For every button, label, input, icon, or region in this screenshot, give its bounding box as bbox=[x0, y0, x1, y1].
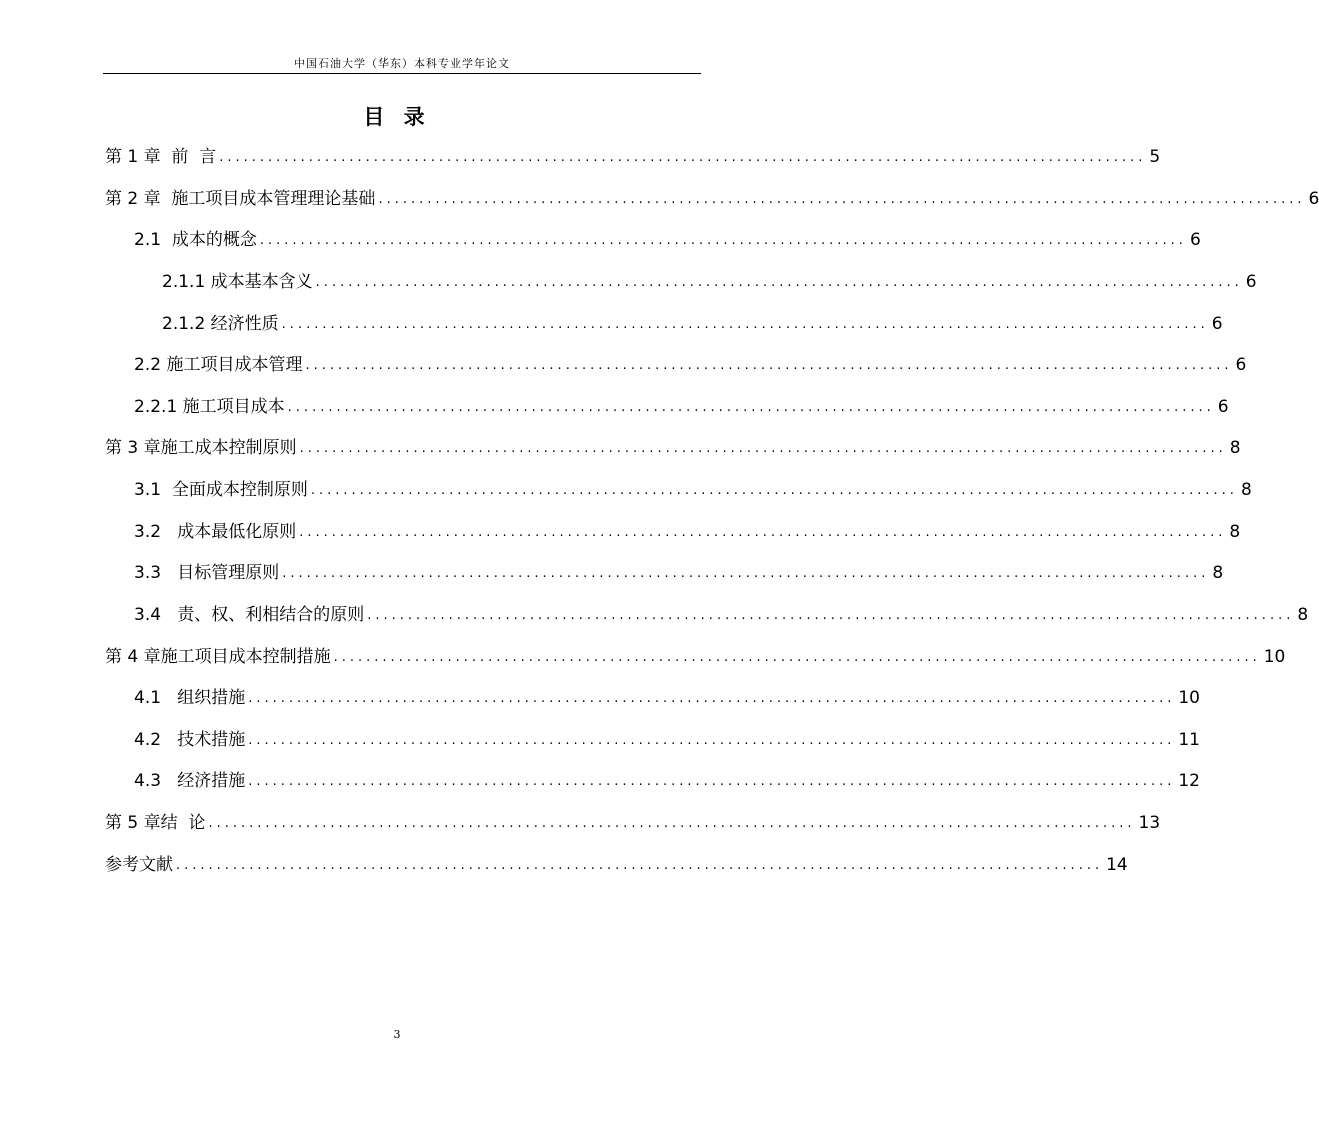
running-header: 中国石油大学（华东）本科专业学年论文 bbox=[294, 57, 510, 70]
toc-entry-page: 11 bbox=[1178, 730, 1200, 750]
toc-entry-page: 6 bbox=[1308, 189, 1319, 209]
toc-entry[interactable] bbox=[134, 353, 1247, 377]
toc-entry-label: 3.2 成本最低化原则 bbox=[134, 522, 297, 542]
toc-title: 目 录 bbox=[363, 105, 431, 129]
toc-entry-label: 2.2.1 施工项目成本 bbox=[134, 397, 285, 417]
toc-leader-dots: .................................................................................................................. bbox=[248, 733, 1176, 748]
toc-leader-dots: .................................................................................................................. bbox=[299, 441, 1227, 456]
toc-entry-label: 4.1 组织措施 bbox=[134, 688, 246, 708]
toc-leader-dots: .................................................................................................................. bbox=[281, 317, 1209, 332]
toc-entry-page: 14 bbox=[1106, 855, 1128, 875]
toc-leader-dots: .................................................................................................................. bbox=[208, 816, 1136, 831]
toc-entry[interactable] bbox=[134, 769, 1200, 793]
toc-entry-page: 8 bbox=[1240, 480, 1252, 500]
toc-entry-page: 10 bbox=[1263, 647, 1286, 667]
toc-entry-label: 第 4 章施工项目成本控制措施 bbox=[105, 647, 331, 667]
toc-leader-dots: .................................................................................................................. bbox=[248, 691, 1176, 706]
toc-entry[interactable] bbox=[134, 478, 1252, 502]
toc-leader-dots: .................................................................................................................. bbox=[248, 774, 1176, 789]
toc-entry-page: 6 bbox=[1245, 272, 1257, 292]
toc-entry[interactable] bbox=[162, 270, 1257, 294]
toc-entry-page: 8 bbox=[1229, 438, 1241, 458]
toc-leader-dots: .................................................................................................................. bbox=[176, 858, 1104, 873]
toc-entry-page: 6 bbox=[1211, 314, 1223, 334]
toc-entry[interactable] bbox=[105, 145, 1161, 169]
toc-entry-label: 第 5 章结 论 bbox=[105, 813, 206, 833]
toc-entry-page: 8 bbox=[1229, 522, 1241, 542]
toc-entry-label: 第 2 章 施工项目成本管理理论基础 bbox=[105, 189, 376, 209]
toc-entry[interactable] bbox=[162, 312, 1223, 336]
toc-entry[interactable] bbox=[134, 603, 1309, 627]
toc-entry-label: 3.1 全面成本控制原则 bbox=[134, 480, 308, 500]
toc-entry[interactable] bbox=[134, 561, 1224, 585]
toc-leader-dots: .................................................................................................................. bbox=[259, 233, 1187, 248]
toc-entry[interactable] bbox=[105, 853, 1128, 877]
toc-entry-page: 8 bbox=[1212, 563, 1224, 583]
toc-entry-label: 2.2 施工项目成本管理 bbox=[134, 355, 303, 375]
toc-leader-dots: .................................................................................................................. bbox=[287, 400, 1215, 415]
toc-entry-label: 第 1 章 前 言 bbox=[105, 147, 217, 167]
toc-entry-page: 6 bbox=[1217, 397, 1229, 417]
toc-entry-label: 第 3 章施工成本控制原则 bbox=[105, 438, 297, 458]
header-rule bbox=[103, 73, 701, 74]
toc-entry-label: 3.4 责、权、利相结合的原则 bbox=[134, 605, 365, 625]
toc-entry-label: 2.1 成本的概念 bbox=[134, 230, 257, 250]
toc-entry[interactable] bbox=[105, 436, 1241, 460]
toc-entry-page: 6 bbox=[1189, 230, 1201, 250]
toc-entry[interactable] bbox=[134, 395, 1229, 419]
toc-entry-page: 12 bbox=[1178, 771, 1200, 791]
toc-entry[interactable] bbox=[134, 686, 1200, 710]
toc-entry-page: 5 bbox=[1149, 147, 1161, 167]
toc-entry[interactable] bbox=[134, 228, 1201, 252]
toc-leader-dots: .................................................................................................................. bbox=[310, 483, 1238, 498]
toc-leader-dots: .................................................................................................................. bbox=[378, 192, 1306, 207]
toc-entry-label: 4.2 技术措施 bbox=[134, 730, 246, 750]
toc-entry-page: 8 bbox=[1297, 605, 1309, 625]
toc-entry-label: 3.3 目标管理原则 bbox=[134, 563, 280, 583]
toc-entry[interactable] bbox=[105, 645, 1286, 669]
toc-entry-label: 2.1.2 经济性质 bbox=[162, 314, 279, 334]
toc-leader-dots: .................................................................................................................. bbox=[219, 150, 1147, 165]
toc-entry[interactable] bbox=[105, 187, 1319, 211]
toc-entry-label: 参考文献 bbox=[105, 855, 173, 875]
toc-leader-dots: .................................................................................................................. bbox=[299, 525, 1227, 540]
toc-leader-dots: .................................................................................................................. bbox=[333, 650, 1261, 665]
toc-leader-dots: .................................................................................................................. bbox=[315, 275, 1243, 290]
toc-entry-label: 4.3 经济措施 bbox=[134, 771, 246, 791]
toc-entry[interactable] bbox=[134, 728, 1200, 752]
toc-entry-page: 13 bbox=[1138, 813, 1161, 833]
toc-leader-dots: .................................................................................................................. bbox=[367, 608, 1295, 623]
toc-entry-label: 2.1.1 成本基本含义 bbox=[162, 272, 313, 292]
toc-entry[interactable] bbox=[134, 520, 1241, 544]
toc-leader-dots: .................................................................................................................. bbox=[305, 358, 1233, 373]
toc-entry[interactable] bbox=[105, 811, 1161, 835]
toc-entry-page: 6 bbox=[1235, 355, 1247, 375]
page-number: 3 bbox=[393, 1028, 401, 1041]
toc-entry-page: 10 bbox=[1178, 688, 1200, 708]
toc-leader-dots: .................................................................................................................. bbox=[282, 566, 1210, 581]
